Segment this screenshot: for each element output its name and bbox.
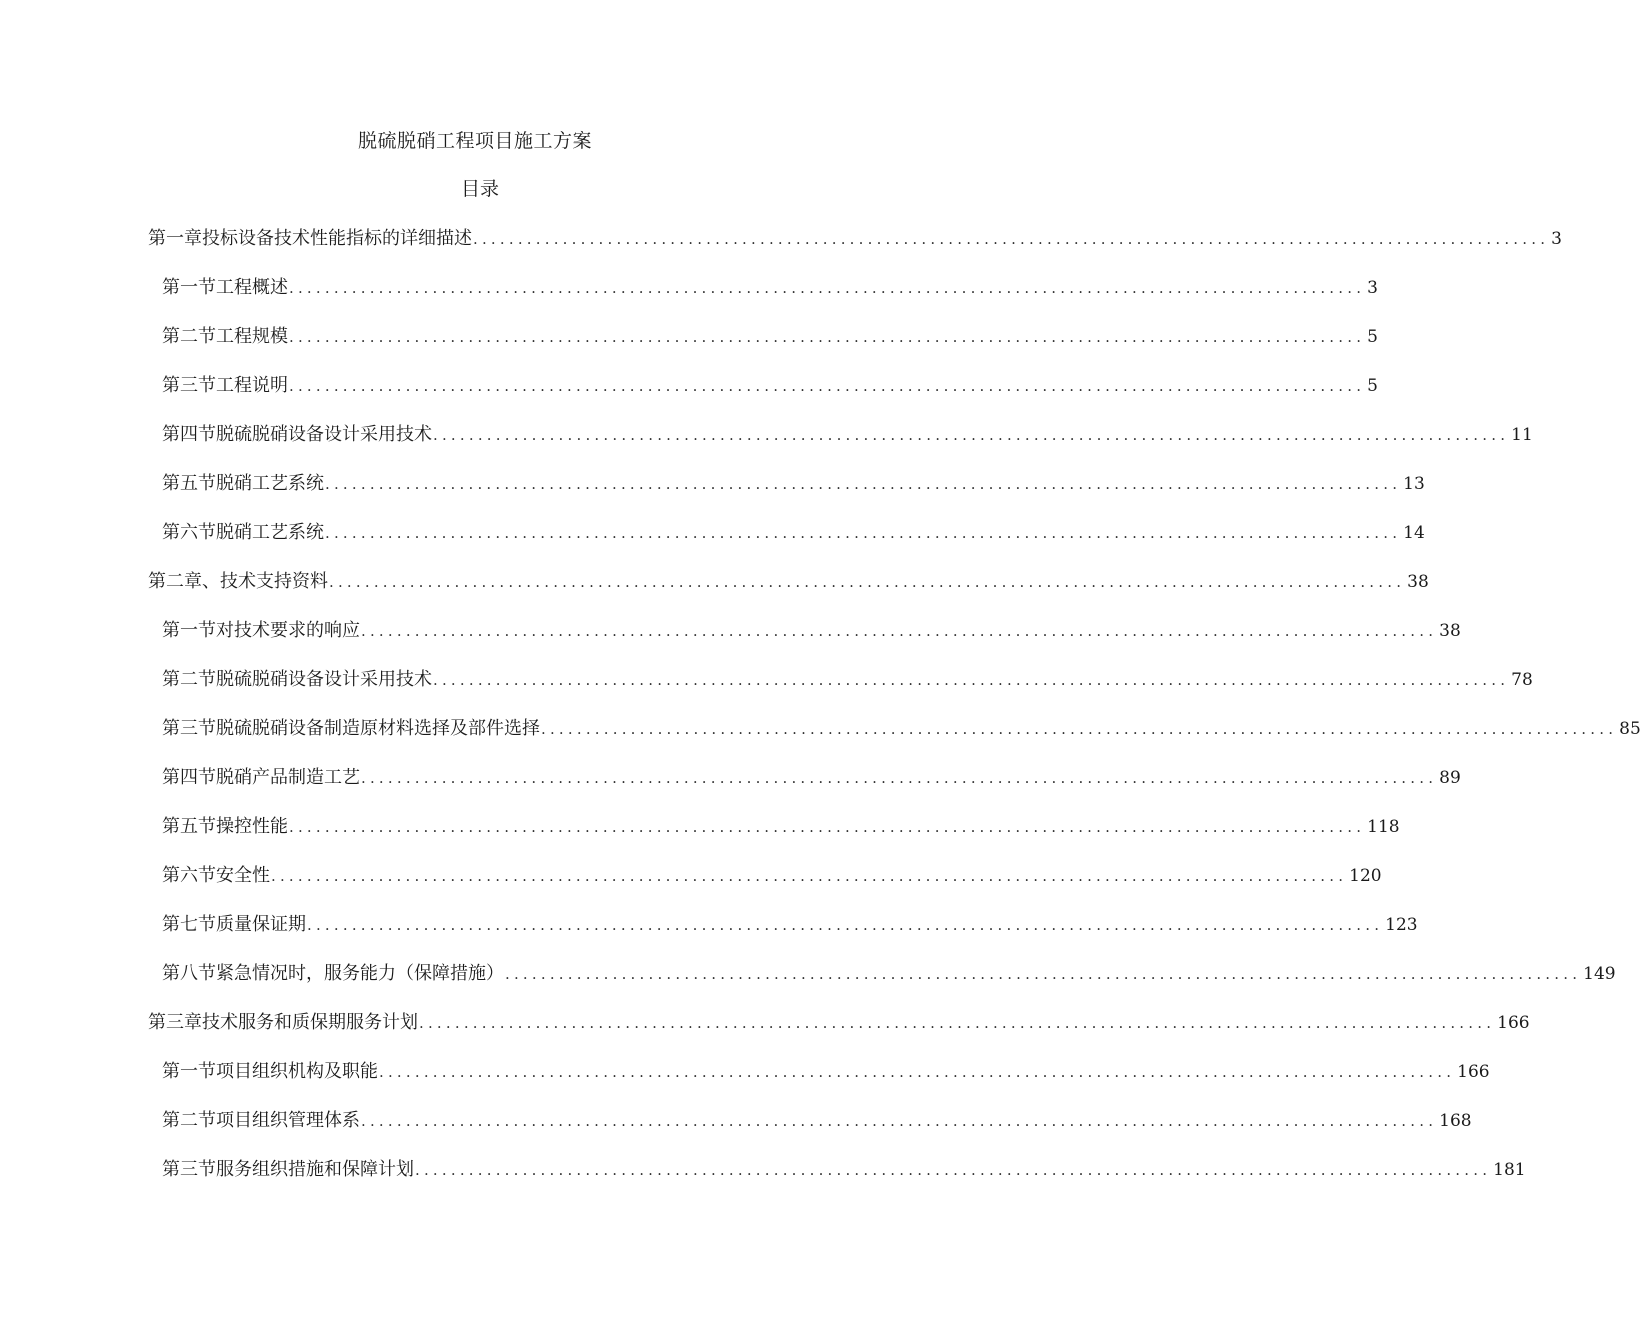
toc-section-entry[interactable] [162, 274, 1378, 302]
toc-entry-title: 第一章投标设备技术性能指标的详细描述 [148, 228, 472, 249]
toc-dot-leader: ........................................................................................................................ [289, 279, 1366, 297]
toc-page-number: 5 [1367, 327, 1378, 347]
toc-page-number: 14 [1403, 523, 1425, 543]
toc-page-number: 123 [1385, 915, 1418, 935]
toc-page-number: 5 [1367, 376, 1378, 396]
toc-section-entry[interactable] [162, 715, 1641, 743]
toc-section-entry[interactable] [162, 960, 1616, 988]
toc-section-entry[interactable] [162, 764, 1461, 792]
toc-chapter-entry[interactable] [148, 225, 1562, 253]
toc-dot-leader: ........................................................................................................................ [433, 426, 1510, 444]
toc-page-number: 13 [1403, 474, 1425, 494]
toc-entry-title: 第五节脱硝工艺系统 [162, 473, 324, 494]
toc-dot-leader: ........................................................................................................................ [325, 475, 1402, 493]
toc-dot-leader: ........................................................................................................................ [361, 622, 1438, 640]
toc-dot-leader: ........................................................................................................................ [307, 916, 1384, 934]
toc-dot-leader: ........................................................................................................................ [289, 377, 1366, 395]
toc-page-number: 166 [1457, 1062, 1490, 1082]
toc-entry-title: 第六节脱硝工艺系统 [162, 522, 324, 543]
toc-entry-title: 第四节脱硝产品制造工艺 [162, 767, 360, 788]
toc-entry-title: 第五节操控性能 [162, 816, 288, 837]
toc-entry-title: 第二章、技术支持资料 [148, 571, 328, 592]
toc-dot-leader: ........................................................................................................................ [361, 1112, 1438, 1130]
toc-page-number: 168 [1439, 1111, 1472, 1131]
toc-dot-leader: ........................................................................................................................ [289, 818, 1366, 836]
toc-section-entry[interactable] [162, 519, 1425, 547]
toc-page-number: 38 [1439, 621, 1461, 641]
toc-entry-title: 第三章技术服务和质保期服务计划 [148, 1012, 418, 1033]
toc-entry-title: 第二节项目组织管理体系 [162, 1110, 360, 1131]
toc-dot-leader: ........................................................................................................................ [541, 720, 1618, 738]
toc-entry-title: 第八节紧急情况时，服务能力（保障措施） [162, 963, 504, 984]
toc-page-number: 118 [1367, 817, 1400, 837]
toc-entry-title: 第三节脱硫脱硝设备制造原材料选择及部件选择 [162, 718, 540, 739]
toc-entry-title: 第四节脱硫脱硝设备设计采用技术 [162, 424, 432, 445]
toc-entry-title: 第一节对技术要求的响应 [162, 620, 360, 641]
toc-entry-title: 第六节安全性 [162, 865, 270, 886]
toc-dot-leader: ........................................................................................................................ [505, 965, 1582, 983]
toc-section-entry[interactable] [162, 1107, 1472, 1135]
toc-entry-title: 第三节服务组织措施和保障计划 [162, 1159, 414, 1180]
toc-entry-title: 第二节脱硫脱硝设备设计采用技术 [162, 669, 432, 690]
toc-chapter-entry[interactable] [148, 1009, 1530, 1037]
toc-page-number: 3 [1367, 278, 1378, 298]
toc-chapter-entry[interactable] [148, 568, 1429, 596]
toc-entry-title: 第一节工程概述 [162, 277, 288, 298]
toc-entry-title: 第三节工程说明 [162, 375, 288, 396]
toc-page-number: 89 [1439, 768, 1461, 788]
toc-dot-leader: ........................................................................................................................ [433, 671, 1510, 689]
toc-dot-leader: ........................................................................................................................ [289, 328, 1366, 346]
toc-page-number: 78 [1511, 670, 1533, 690]
toc-page-number: 120 [1349, 866, 1382, 886]
toc-dot-leader: ........................................................................................................................ [271, 867, 1348, 885]
toc-entry-title: 第二节工程规模 [162, 326, 288, 347]
toc-dot-leader: ........................................................................................................................ [419, 1014, 1496, 1032]
toc-dot-leader: ........................................................................................................................ [361, 769, 1438, 787]
toc-entry-title: 第一节项目组织机构及职能 [162, 1061, 378, 1082]
toc-dot-leader: ........................................................................................................................ [379, 1063, 1456, 1081]
toc-section-entry[interactable] [162, 372, 1378, 400]
toc-entry-title: 第七节质量保证期 [162, 914, 306, 935]
toc-section-entry[interactable] [162, 470, 1425, 498]
toc-dot-leader: ........................................................................................................................ [415, 1161, 1492, 1179]
toc-page-number: 85 [1619, 719, 1641, 739]
toc-dot-leader: ........................................................................................................................ [329, 573, 1406, 591]
toc-section-entry[interactable] [162, 617, 1461, 645]
toc-page-number: 38 [1407, 572, 1429, 592]
toc-page-number: 11 [1511, 425, 1533, 445]
toc-section-entry[interactable] [162, 323, 1378, 351]
toc-dot-leader: ........................................................................................................................ [473, 230, 1550, 248]
toc-heading: 目录 [460, 178, 499, 200]
toc-page-number: 149 [1583, 964, 1616, 984]
toc-dot-leader: ........................................................................................................................ [325, 524, 1402, 542]
toc-section-entry[interactable] [162, 421, 1533, 449]
toc-section-entry[interactable] [162, 862, 1382, 890]
document-title: 脱硫脱硝工程项目施工方案 [357, 130, 592, 152]
toc-page-number: 166 [1497, 1013, 1530, 1033]
toc-section-entry[interactable] [162, 1156, 1526, 1184]
toc-section-entry[interactable] [162, 911, 1418, 939]
toc-section-entry[interactable] [162, 666, 1533, 694]
toc-page-number: 3 [1551, 229, 1562, 249]
toc-section-entry[interactable] [162, 813, 1400, 841]
toc-section-entry[interactable] [162, 1058, 1490, 1086]
toc-page-number: 181 [1493, 1160, 1526, 1180]
